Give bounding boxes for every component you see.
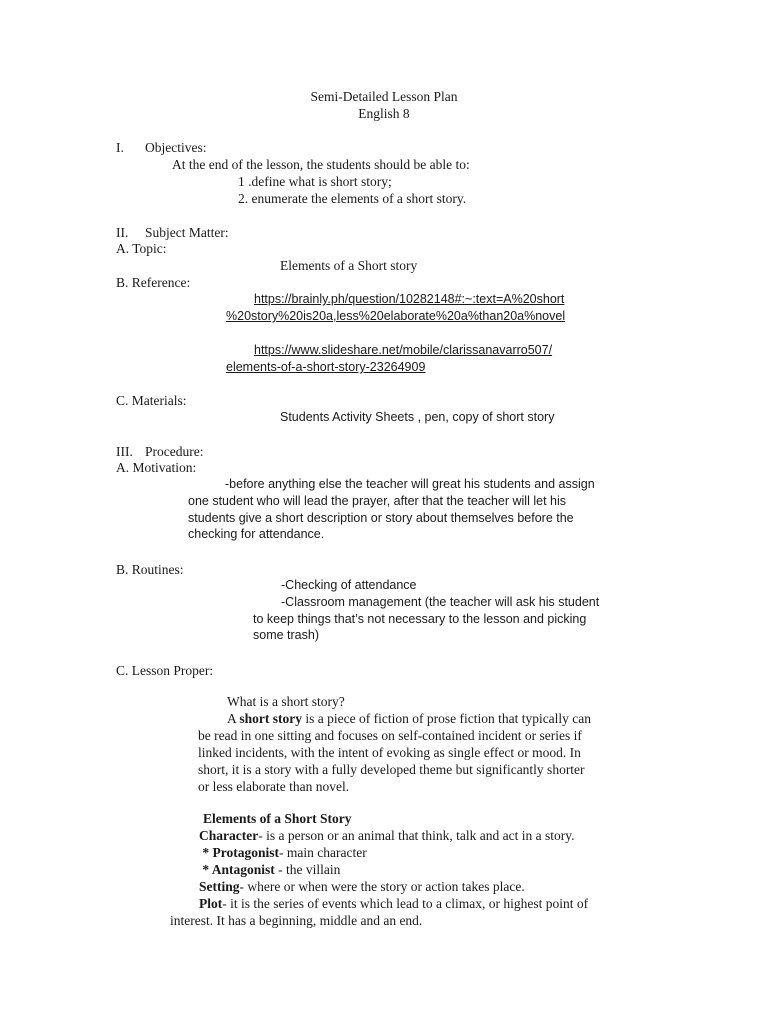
definition-line-3: linked incidents, with the intent of evoking as single effect or mood. In [198,745,581,760]
routine-management-line-3: some trash) [253,628,319,642]
reference-link-2-line-2[interactable]: elements-of-a-short-story-23264909 [226,360,426,374]
protagonist-term: * Protagonist [199,845,279,860]
protagonist-definition: - main character [279,845,367,860]
character-term: Character [199,828,259,843]
motivation-line-4: checking for attendance. [188,527,325,541]
definition-rest: is a piece of fiction of prose fiction that typically can [302,711,592,726]
motivation-line-2: one student who will lead the prayer, after that the teacher will let his [188,494,566,508]
element-setting [199,878,525,895]
motivation-label: A. Motivation: [116,460,197,475]
elements-heading [203,810,352,827]
setting-term: Setting [199,879,240,894]
definition-line-4: short, it is a story with a fully developed theme but significantly shorter [198,762,585,777]
lesson-proper-label: C. Lesson Proper: [116,663,214,678]
plot-definition-line-2: interest. It has a beginning, middle and an end. [170,913,423,928]
antagonist-definition: - the villain [274,862,341,877]
procedure-heading: Procedure: [145,444,204,459]
reference-link-1-line-2[interactable]: %20story%20is20a,less%20elaborate%20a%than20a%novel [226,309,566,323]
topic-text: Elements of a Short story [280,258,418,273]
reference-link-2-line-1[interactable]: https://www.slideshare.net/mobile/clarissanavarro507/ [254,343,553,357]
setting-definition: - where or when were the story or action takes place. [239,879,525,894]
topic-label: A. Topic: [116,241,167,256]
materials-label: C. Materials: [116,393,187,408]
subject-matter-heading: Subject Matter: [145,225,229,240]
routine-management-line-2: to keep things that’s not necessary to the lesson and picking [253,612,587,626]
element-protagonist [199,844,367,861]
definition-term: short story [239,711,303,726]
objectives-heading: Objectives: [145,140,207,155]
objectives-intro: At the end of the lesson, the students should be able to: [172,157,470,172]
lesson-question: What is a short story? [227,694,345,709]
definition-line-2: be read in one sitting and focuses on self-contained incident or series if [198,728,582,743]
antagonist-term: * Antagonist [199,862,275,877]
definition-line-5: or less elaborate than novel. [198,779,350,794]
element-character [199,827,575,844]
routines-label: B. Routines: [116,562,184,577]
document-title: Semi-Detailed Lesson Plan [310,89,458,104]
document-subject: English 8 [358,106,410,121]
motivation-line-3: students give a short description or story about themselves before the [188,511,574,525]
elements-heading-text: Elements of a Short Story [203,811,352,826]
plot-definition: - it is the series of events which lead to a climax, or highest point of [222,896,589,911]
definition-intro: A [227,711,240,726]
routine-attendance: -Checking of attendance [281,578,417,592]
motivation-line-1: -before anything else the teacher will great his students and assign [225,477,595,491]
objective-item-2: 2. enumerate the elements of a short story. [238,191,467,206]
reference-label: B. Reference: [116,275,191,290]
element-plot [199,895,588,912]
routine-management-line-1: -Classroom management (the teacher will ask his student [281,595,600,609]
element-antagonist [199,861,340,878]
definition-line-1 [227,710,591,727]
character-definition: - is a person or an animal that think, talk and act in a story. [258,828,575,843]
materials-text: Students Activity Sheets , pen, copy of short story [280,410,555,424]
section-numeral-subject-matter: II. [116,225,129,240]
section-numeral-objectives: I. [116,140,124,155]
plot-term: Plot [199,896,223,911]
section-numeral-procedure: III. [116,444,133,459]
objective-item-1: 1 .define what is short story; [238,174,392,189]
reference-link-1-line-1[interactable]: https://brainly.ph/question/10282148#:~:text=A%20short [254,292,565,306]
